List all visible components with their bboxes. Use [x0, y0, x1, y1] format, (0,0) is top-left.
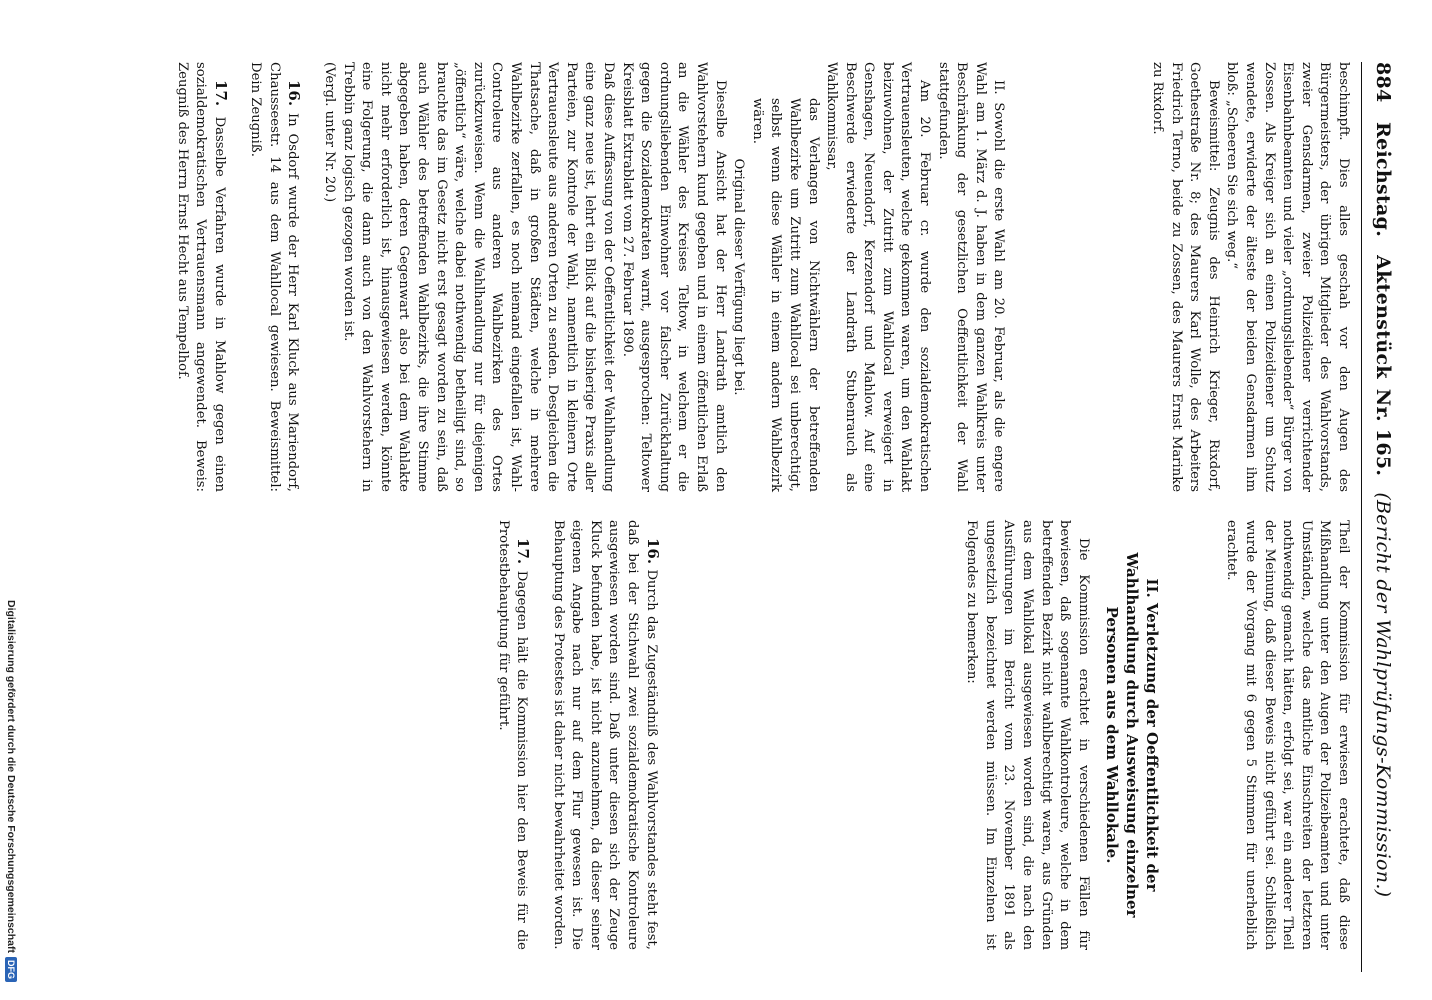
item-number: 16. — [643, 538, 662, 565]
numbered-paragraph — [172, 62, 230, 492]
paragraph: (Vergl. unter Nr. 20.) — [322, 62, 338, 203]
paragraph: beschimpft. Dies alles geschah vor den Augen des Bürgermeisters, der übrigen Mitglieder des Wahlvorstands, zweier Gensdarmen, zweier Polizeidiener verrichtender Eisenbahnbeamten und vieler „ordnungsliebender“ Bürger von Zossen. Als Kreiger sich an einen Polizeidiener um Schutz wendete, erwiderte der älteste der beiden Gensdarmen ihm bloß: „Scheeren Sie sich weg.“ — [1224, 62, 1351, 492]
paragraph: II. Sowohl die erste Wahl am 20. Februar, als die engere Wahl am 1. März d. J. haben in dem ganzen Wahlkreis unter Beschränkung der gesetzlichen Oeffentlichkeit der Wahl stattgefunden. — [935, 62, 1007, 492]
spacer — [304, 62, 320, 492]
item-text: Dagegen hält die Kommission hier den Beweis für die Protestbehauptung für geführt. — [495, 520, 530, 950]
item-text: Durch das Zugeständniß des Wahlvorstandes steht fest, daß bei der Stichwahl zwei sozialdemokratische Kontroleure ausgewiesen worden sind. Daß unter diesen sich der Zeuge Kluck befunden habe, ist nicht anzunehmen, da dieser seiner eigenen Angabe nach nur auf dem Flur gewesen ist. Die Behauptung des Protestes ist daher nicht bewahrheitet worden. — [550, 520, 659, 950]
paragraph: Beweismittel: Zeugnis des Heinrich Krieger, Rixdorf, Goethestraße Nr. 8; des Maurers Karl Wolle, des Arbeiters Friedrich Terno, beide zu Zossen, des Maurers Ernst Marinke zu Rixdorf. — [1150, 62, 1221, 492]
item-number: 17. — [514, 538, 533, 565]
spacer — [1007, 62, 1147, 492]
page-number: 884 — [1372, 62, 1394, 103]
section-title: II. Verletzung der Oeffentlichkeit der Wahlhandlung durch Ausweisung einzelner Personen aus dem Wahllokale. — [1102, 552, 1161, 918]
paragraph: Theil der Kommission für erwiesen erachtete, daß diese Mißhandlung unter den Augen der Polizeibeamten und unter Umständen, welche das amtliche Einschreiten der letzteren nothwendig gemacht hätten, erfolgt sei, war ein anderer Theil der Meinung, daß dieser Beweis nicht geführt sei. Schließlich wurde der Vorgang mit 6 gegen 5 Stimmen für unerheblich erachtet. — [1224, 520, 1351, 950]
header-rule — [1361, 62, 1362, 972]
right-column — [493, 520, 1352, 950]
dfg-logo-icon: DFG — [5, 957, 17, 982]
paragraph: Dieselbe Ansicht hat der Herr Landrath amtlich den Wahlvorstehern kund gegeben und in einem öffentlichen Erlaß an die Wähler des Kreises Teltow, in welchem er die ordnungsliebenden Einwohner vor falscher Zurückhaltung gegen die Sozialdemokraten warnt, ausgesprochen: Teltower Kreisblatt Extrablatt vom 27. Februar 1890. — [619, 62, 728, 492]
spacer — [662, 520, 962, 950]
numbered-paragraph — [548, 520, 662, 950]
item-text: In Osdorf wurde der Herr Karl Kluck aus Mariendorf, Chausseestr. 14 aus dem Wahllocal gewiesen. Beweismittel: Dein Zeugniß. — [248, 62, 301, 492]
item-number: 17. — [211, 80, 230, 107]
quoted-paragraph: das Verlangen von Nichtwählern der betreffenden Wahlbezirke um Zutritt zum Wahllocal sei unberechtigt, selbst wenn diese Wähler in einem andern Wahlbezirk wären. — [749, 98, 821, 492]
digitization-credit — [0, 0, 22, 1000]
document-number: Nr. 165. — [1372, 388, 1394, 477]
document-label: Aktenstück — [1372, 255, 1394, 379]
spacer — [532, 520, 548, 950]
header-subtitle: (Bericht der Wahlprüfungs-Kommission.) — [1372, 492, 1394, 898]
numbered-paragraph — [493, 520, 532, 950]
running-title: Reichstag. — [1372, 122, 1394, 238]
spacer — [230, 62, 246, 492]
paragraph: Original dieser Verfügung liegt bei. — [731, 158, 747, 396]
spacer — [1162, 520, 1222, 950]
left-column — [172, 62, 1352, 492]
item-number: 16. — [285, 80, 304, 107]
credit-text: Digitalisierung gefördert durch die Deutsche Forschungsgemeinschaft — [5, 600, 17, 953]
numbered-paragraph — [246, 62, 304, 492]
paragraph: Die Kommission erachtet in verschiedenen Fällen für bewiesen, daß sogenannte Wahlkontroleure, welche in dem betreffenden Bezirk nicht wahlberechtigt waren, aus Gründen aus dem Wahllokal ausgewiesen worden sind, die nach den Ausführungen im Bericht vom 23. November 1891 als ungesetzlich bezeichnet werden müssen. Im Einzelnen ist Folgendes zu bemerken: — [964, 520, 1091, 950]
paragraph: Daß diese Auffassung von der Oeffentlichkeit der Wahlhandlung eine ganz neue ist, lehrt ein Blick auf die bisherige Praxis aller Parteien, zur Kontrole der Wahl, namentlich in kleinern Orte Vertrauensleute aus anderen Orten zu senden. Desgleichen die Thatsache, daß in großen Städten, welche in mehrere Wahlbezirke zerfallen, es noch niemand eingefallen ist, Wahl-Controleure aus anderen Wahlbezirken des Ortes zurückzuweisen. Wenn die Wahlhandlung nur für diejenigen „öffentlich“ wäre, welche dabei nothwendig betheiligt sind, so brauchte das im Gesetz nicht erst gesagt worden zu sein, daß auch Wähler des betreffenden Wahlbezirks, die ihre Stimme abgegeben haben, deren Gegenwart also bei dem Wahlakte nicht mehr erforderlich ist, hinausgewiesen werden, könnte eine Folgerung, die dann auch von den Wahlvorstehern in Trebbin ganz logisch gezogen worden ist. — [340, 62, 616, 492]
page-header — [1368, 62, 1394, 972]
item-text: Dasselbe Verfahren wurde in Mahlow gegen einen sozialdemokratischen Vertrauensmann angewendet. Beweis: Zeugniß des Herrn Ernst Hecht aus Tempelhof. — [174, 62, 227, 492]
paragraph: Am 20. Februar cr. wurde den sozialdemokratischen Vertrauensleuten, welche gekommen waren, um den Wahlakt beizuwohnen, der Zutritt zum Wahllocal verweigert in Genshagen, Neuendorf, Kerzendorf und Mahlow. Auf eine Beschwerde erwiederte der Landrath Stubenrauch als Wahlkommissar, — [824, 62, 933, 492]
